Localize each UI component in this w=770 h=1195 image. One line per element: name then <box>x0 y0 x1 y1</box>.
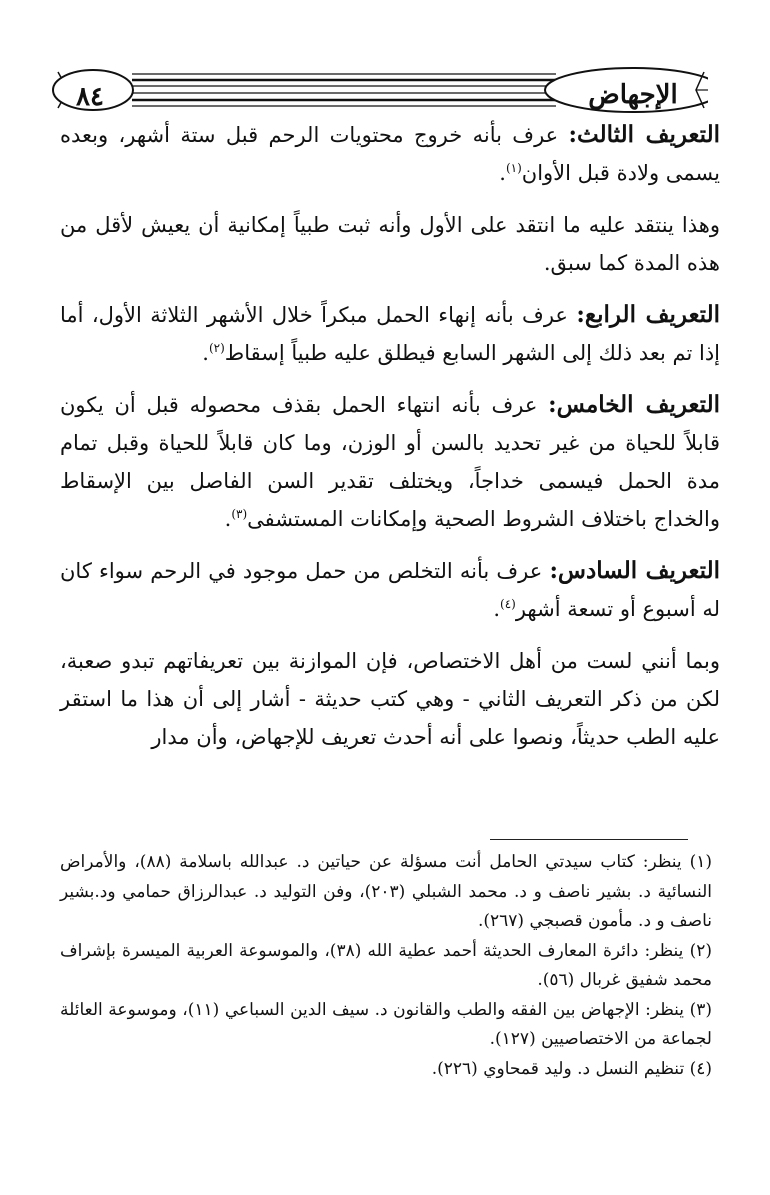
punctuation: . <box>224 507 232 531</box>
paragraph-text: وبما أنني لست من أهل الاختصاص، فإن الموازنة بين تعريفاتهم تبدو صعبة، لكن من ذكر التعريف الثاني - وهي كتب حديثة - أشار إلى أن هذا ما استقر عليه الطب حديثاً، ونصوا على أنه أحدث تعريف للإجهاض، وأن مدار <box>60 649 720 749</box>
footnote-3: (٣) ينظر: الإجهاض بين الفقه والطب والقانون د. سيف الدين السباعي (١١)، وموسوعة العائلة لجماعة من الاختصاصيين (١٢٧). <box>60 999 712 1049</box>
running-title: الإجهاض <box>588 80 678 110</box>
definition-term: التعريف الرابع: <box>576 301 721 328</box>
punctuation: . <box>499 161 506 185</box>
definition-term: التعريف الخامس: <box>548 391 720 418</box>
footnote-ref: (٣) <box>231 507 248 521</box>
paragraph-critique <box>60 206 720 282</box>
paragraph-conclusion <box>60 642 720 756</box>
punctuation: . <box>202 341 209 365</box>
paragraph-definition-5 <box>60 386 720 538</box>
footnote-ref: (٤) <box>500 597 516 611</box>
footnote-ref: (٢) <box>208 341 225 355</box>
paragraph-text: عرف بأنه خروج محتويات الرحم قبل ستة أشهر، وبعده يسمى ولادة قبل الأوان <box>60 123 720 185</box>
footnote-2: (٢) ينظر: دائرة المعارف الحديثة أحمد عطية الله (٣٨)، والموسوعة العربية الميسرة بإشراف محمد شفيق غربال (٥٦). <box>60 940 712 990</box>
footnote-ref: (١) <box>505 161 522 175</box>
footnote-divider <box>490 839 688 840</box>
punctuation: . <box>493 597 501 621</box>
footnote-4: (٤) تنظيم النسل د. وليد قمحاوي (٢٢٦). <box>431 1058 712 1079</box>
paragraph-text: عرف بأنه إنهاء الحمل مبكراً خلال الأشهر الثلاثة الأول، أما إذا تم بعد ذلك إلى الشهر السابع فيطلق عليه طبياً إسقاط <box>60 303 720 365</box>
definition-term: التعريف السادس: <box>549 557 720 584</box>
paragraph-text: وهذا ينتقد عليه ما انتقد على الأول وأنه ثبت طبياً إمكانية أن يعيش لأقل من هذه المدة كما سبق. <box>60 213 720 275</box>
definition-term: التعريف الثالث: <box>568 121 720 148</box>
paragraph-definition-3 <box>60 116 720 192</box>
footnote-1: (١) ينظر: كتاب سيدتي الحامل أنت مسؤلة عن حياتين د. عبدالله باسلامة (٨٨)، والأمراض النسائية د. بشير ناصف و د. محمد الشبلي (٢٠٣)، وفن التوليد د. عبدالرزاق حمامي ود.بشير ناصف و د. مأمون قصبجي (٢٦٧). <box>60 852 713 931</box>
paragraph-definition-6 <box>60 552 720 628</box>
paragraph-text: عرف بأنه انتهاء الحمل بقذف محصوله قبل أن يكون قابلاً للحياة من غير تحديد بالسن أو الوزن، وما كان قابلاً للحياة وقبل تمام مدة الحمل فيسمى خداجاً، ويختلف تقدير السن الفاصل بين الإسقاط والخداج باختلاف الشروط الصحية وإمكانات المستشفى <box>60 393 720 531</box>
main-text <box>60 116 720 770</box>
footnotes <box>60 848 712 1084</box>
page-number: ٨٤ <box>76 82 104 112</box>
paragraph-definition-4 <box>60 296 720 372</box>
paragraph-text: عرف بأنه التخلص من حمل موجود في الرحم سواء كان له أسبوع أو تسعة أشهر <box>60 559 720 621</box>
